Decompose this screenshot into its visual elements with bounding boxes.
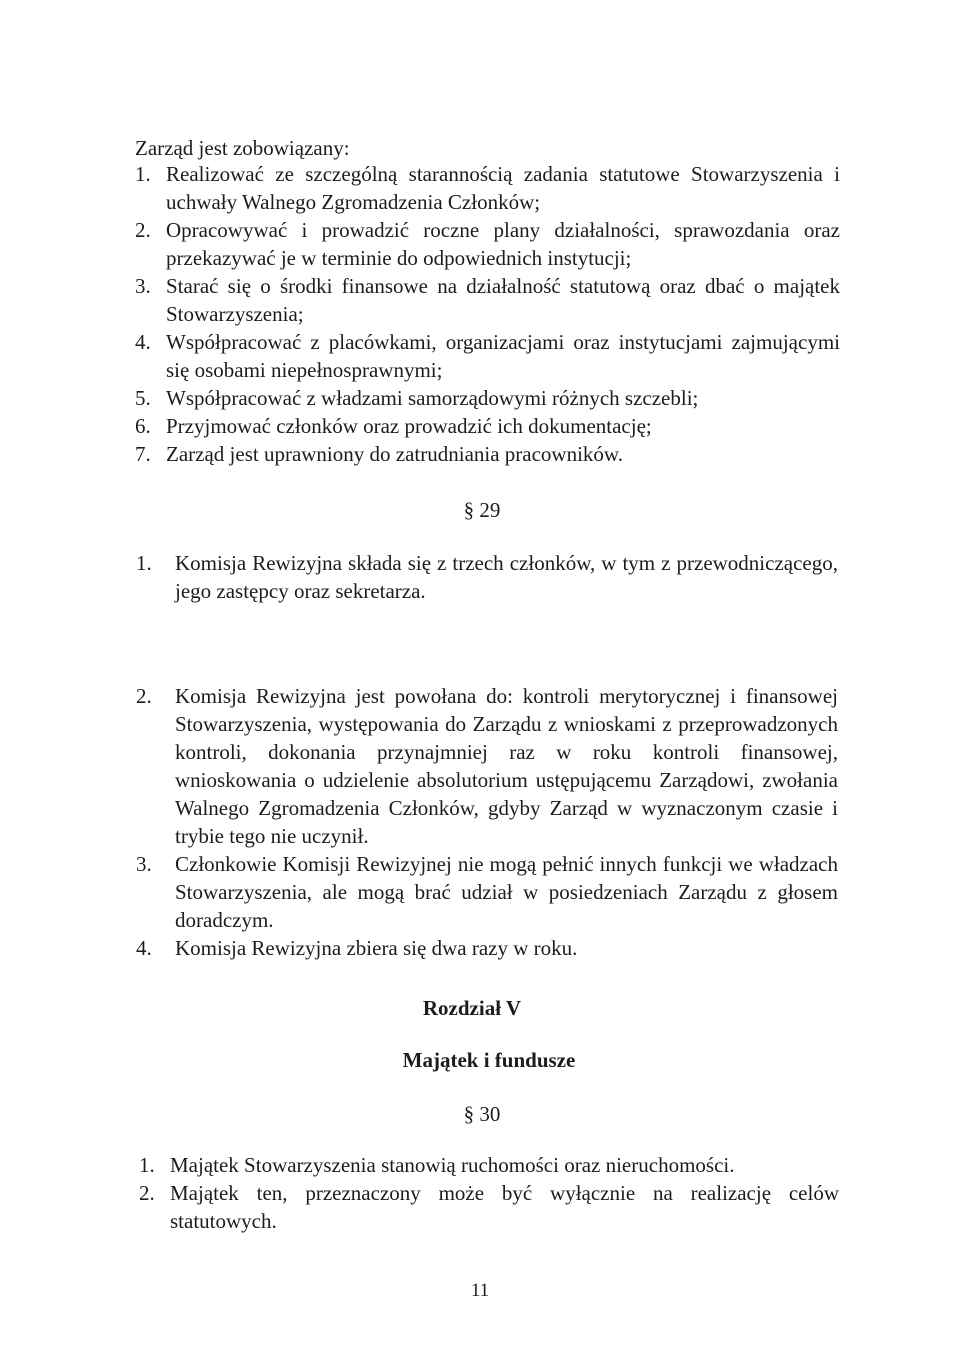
item-number: 2.	[139, 1181, 155, 1205]
section-30-heading: § 30	[463, 1102, 501, 1126]
item-text: Majątek ten, przeznaczony może być wyłącznie na realizację celów statutowych.	[170, 1181, 839, 1233]
list-item	[135, 216, 840, 272]
item-text: Przyjmować członków oraz prowadzić ich dokumentację;	[166, 414, 652, 438]
item-text: Opracowywać i prowadzić roczne plany działalności, sprawozdania oraz przekazywać je w terminie do odpowiednich instytucji;	[166, 218, 840, 270]
item-text: Majątek Stowarzyszenia stanowią ruchomości oraz nieruchomości.	[170, 1153, 735, 1177]
item-text: Starać się o środki finansowe na działalność statutową oraz dbać o majątek Stowarzyszenia;	[166, 274, 840, 326]
list-item	[136, 934, 838, 962]
item-number: 4.	[136, 936, 152, 960]
item-number: 7.	[135, 442, 151, 466]
list-item	[139, 1179, 839, 1235]
item-number: 1.	[139, 1153, 155, 1177]
duties-list	[135, 160, 840, 468]
section-29-heading: § 29	[463, 498, 501, 522]
list-item	[135, 412, 840, 440]
section-29-list-b	[136, 682, 838, 962]
item-text: Współpracować z placówkami, organizacjami oraz instytucjami zajmującymi się osobami niepełnosprawnymi;	[166, 330, 840, 382]
item-text: Współpracować z władzami samorządowymi różnych szczebli;	[166, 386, 699, 410]
list-item	[135, 272, 840, 328]
list-item	[139, 1151, 839, 1179]
item-number: 2.	[136, 684, 152, 708]
item-number: 1.	[135, 162, 151, 186]
item-number: 3.	[136, 852, 152, 876]
item-text: Członkowie Komisji Rewizyjnej nie mogą pełnić innych funkcji we władzach Stowarzyszenia, ale mogą brać udział w posiedzeniach Zarządu z głosem doradczym.	[175, 852, 838, 932]
item-number: 6.	[135, 414, 151, 438]
list-item	[135, 440, 840, 468]
section-29-list-a	[136, 549, 838, 605]
item-text: Komisja Rewizyjna jest powołana do: kontroli merytorycznej i finansowej Stowarzyszenia, występowania do Zarządu z wnioskami z przeprowadzonych kontroli, dokonania przynajmniej raz w roku kontroli finansowej, wnioskowania o udzielenie absolutorium ustępującemu Zarządowi, zwołania Walnego Zgromadzenia Członków, gdyby Zarząd w wyznaczonym czasie i trybie tego nie uczynił.	[175, 684, 838, 848]
list-item	[135, 160, 840, 216]
duties-intro: Zarząd jest zobowiązany:	[135, 136, 350, 160]
item-number: 4.	[135, 330, 151, 354]
chapter-title: Rozdział V	[422, 996, 522, 1020]
item-text: Komisja Rewizyjna zbiera się dwa razy w roku.	[175, 936, 578, 960]
page-number: 11	[470, 1280, 490, 1301]
item-text: Komisja Rewizyjna składa się z trzech członków, w tym z przewodniczącego, jego zastępcy oraz sekretarza.	[175, 551, 838, 603]
list-item	[135, 328, 840, 384]
item-number: 5.	[135, 386, 151, 410]
item-number: 1.	[136, 551, 152, 575]
list-item	[135, 384, 840, 412]
section-30-list	[139, 1151, 839, 1235]
list-item	[136, 682, 838, 850]
item-number: 3.	[135, 274, 151, 298]
item-text: Realizować ze szczególną starannością zadania statutowe Stowarzyszenia i uchwały Walnego Zgromadzenia Członków;	[166, 162, 840, 214]
list-item	[136, 850, 838, 934]
list-item	[136, 549, 838, 605]
item-text: Zarząd jest uprawniony do zatrudniania pracowników.	[166, 442, 623, 466]
item-number: 2.	[135, 218, 151, 242]
chapter-subtitle: Majątek i fundusze	[402, 1048, 576, 1072]
